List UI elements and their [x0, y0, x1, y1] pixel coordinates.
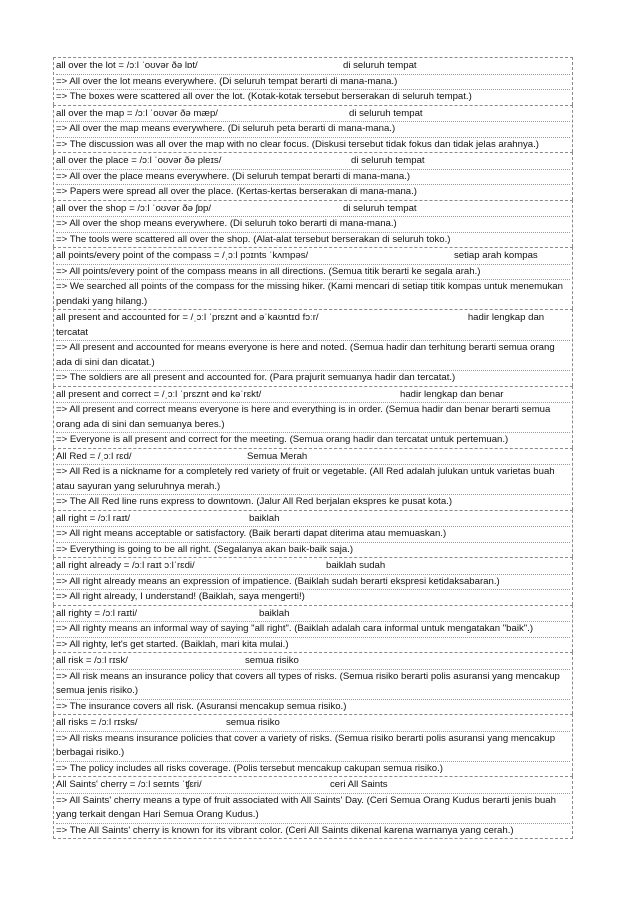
meaning-line: => All over the lot means everywhere. (Di seluruh tempat berarti di mana-mana.): [56, 75, 570, 91]
term: All Saints' cherry = /ɔːl seɪnts ˈʧɛri/: [56, 779, 202, 790]
entry: [53, 557, 573, 605]
example-line: => The boxes were scattered all over the lot. (Kotak-kotak tersebut berserakan di seluruh tempat.): [56, 91, 472, 102]
translation: di seluruh tempat: [343, 202, 417, 214]
example-line: => The soldiers are all present and accounted for. (Para prajurit semuanya hadir dan tercatat.): [56, 372, 456, 383]
entry-header: [56, 59, 570, 75]
translation: hadir lengkap dan benar: [400, 388, 504, 400]
entry: [53, 510, 573, 558]
term: all risks = /ɔːl rɪsks/: [56, 717, 138, 728]
entry-header: [56, 202, 570, 218]
meaning-line: => All risk means an insurance policy that covers all types of risks. (Semua risiko berarti polis asuransi yang mencakup semua jenis risiko.): [56, 670, 570, 700]
example-line: => The tools were scattered all over the shop. (Alat-alat tersebut berserakan di seluruh toko.): [56, 233, 451, 245]
meaning-line: => All right means acceptable or satisfactory. (Baik berarti dapat diterima atau memuaskan.): [56, 527, 570, 543]
example-line: => The All Saints' cherry is known for its vibrant color. (Ceri All Saints dikenal karena warnanya yang cerah.): [56, 824, 514, 836]
entry-header: [56, 154, 570, 170]
meaning-line: => All over the map means everywhere. (Di seluruh peta berarti di mana-mana.): [56, 122, 570, 138]
entry: [53, 448, 573, 510]
translation: setiap arah kompas: [454, 250, 538, 261]
entry: [53, 386, 573, 448]
term: all right already = /ɔːl raɪt ɔːlˈrɛdi/: [56, 560, 195, 571]
entry: [53, 247, 573, 309]
example-line: => Everyone is all present and correct for the meeting. (Semua orang hadir dan tercatat untuk pertemuan.): [56, 434, 509, 445]
term: all over the lot = /ɔːl ˈoʊvər ðə lɒt/: [56, 60, 198, 71]
entry: [53, 776, 573, 839]
entry-header: [56, 388, 570, 404]
example-line: => We searched all points of the compass for the missing hiker. (Kami mencari di setiap titik kompas untuk menemukan pendaki yang hilang.): [56, 281, 563, 307]
translation: di seluruh tempat: [349, 107, 423, 119]
entry: [53, 714, 573, 776]
entry: [53, 105, 573, 153]
entry: [53, 57, 573, 105]
entry: [53, 200, 573, 248]
entry: [53, 652, 573, 714]
term: all points/every point of the compass = /ˌɔːl pɔɪnts ˈkʌmpəs/: [56, 250, 309, 261]
entry-header: [56, 654, 570, 670]
translation: di seluruh tempat: [351, 155, 425, 166]
term: all over the place = /ɔːl ˈoʊvər ðə pleɪs/: [56, 155, 222, 166]
example-line: => All right already, I understand! (Baiklah, saya mengerti!): [56, 591, 305, 602]
example-line: => The policy includes all risks coverage. (Polis tersebut mencakup cakupan semua risiko.): [56, 762, 443, 774]
entry-header: [56, 311, 570, 341]
term: all over the map = /ɔːl ˈoʊvər ðə mæp/: [56, 107, 218, 119]
translation: semua risiko: [245, 655, 299, 666]
entry-header: [56, 607, 570, 623]
term: all righty = /ɔːl raɪti/: [56, 607, 137, 619]
entry-header: [56, 559, 570, 575]
example-line: => Everything is going to be all right. (Segalanya akan baik-baik saja.): [56, 543, 354, 555]
meaning-line: => All right already means an expression of impatience. (Baiklah sudah berarti ekspresi ketidaksabaran.): [56, 575, 570, 591]
term: all present and correct = /ˌɔːl ˈprɛznt ənd kəˈrɛkt/: [56, 388, 262, 400]
entry: [53, 152, 573, 200]
meaning-line: => All Saints' cherry means a type of fruit associated with All Saints' Day. (Ceri Semua Orang Kudus berarti jenis buah yang terkait dengan Hari Semua Orang Kudus.): [56, 794, 570, 824]
translation: ceri All Saints: [330, 779, 388, 790]
entry-header: [56, 512, 570, 528]
meaning-line: => All over the place means everywhere. (Di seluruh tempat berarti di mana-mana.): [56, 170, 570, 186]
meaning-line: => All over the shop means everywhere. (Di seluruh toko berarti di mana-mana.): [56, 217, 570, 233]
meaning-line: => All Red is a nickname for a completely red variety of fruit or vegetable. (All Red adalah julukan untuk varietas buah atau sayuran yang seluruhnya merah.): [56, 465, 570, 495]
example-line: => The discussion was all over the map with no clear focus. (Diskusi tersebut tidak fokus dan tidak jelas arahnya.): [56, 138, 539, 150]
glossary-document: [53, 57, 573, 839]
meaning-line: => All present and accounted for means everyone is here and noted. (Semua hadir dan terhitung berarti semua orang ada di sini dan dicatat.): [56, 341, 570, 371]
term: all right = /ɔːl raɪt/: [56, 512, 131, 524]
example-line: => The All Red line runs express to downtown. (Jalur All Red berjalan ekspres ke pusat kota.): [56, 496, 453, 507]
example-line: => The insurance covers all risk. (Asuransi mencakup semua risiko.): [56, 700, 347, 712]
meaning-line: => All risks means insurance policies that cover a variety of risks. (Semua risiko berarti polis asuransi yang mencakup berbagai risiko.): [56, 732, 570, 762]
entry: [53, 309, 573, 386]
meaning-line: => All present and correct means everyone is here and everything is in order. (Semua hadir dan benar berarti semua orang ada di sini dan semuanya beres.): [56, 403, 570, 433]
meaning-line: => All righty means an informal way of saying "all right". (Baiklah adalah cara informal untuk mengatakan "baik".): [56, 622, 570, 638]
term: all present and accounted for = /ˌɔːl ˈprɛznt ənd əˈkaʊntɪd fɔːr/: [56, 312, 319, 323]
example-line: => All righty, let's get started. (Baiklah, mari kita mulai.): [56, 638, 289, 650]
term: all over the shop = /ɔːl ˈoʊvər ðə ʃɒp/: [56, 202, 212, 214]
term: All Red = /ˌɔːl rɛd/: [56, 450, 132, 462]
translation: hadir lengkap dan tercatat: [56, 312, 545, 338]
translation: di seluruh tempat: [343, 60, 417, 71]
example-line: => Papers were spread all over the place. (Kertas-kertas berserakan di mana-mana.): [56, 186, 418, 197]
entry-header: [56, 778, 570, 794]
entry: [53, 605, 573, 653]
translation: semua risiko: [226, 717, 280, 728]
meaning-line: => All points/every point of the compass means in all directions. (Semua titik berarti ke segala arah.): [56, 265, 570, 281]
entry-header: [56, 249, 570, 265]
term: all risk = /ɔːl rɪsk/: [56, 655, 128, 666]
entry-header: [56, 107, 570, 123]
entry-header: [56, 716, 570, 732]
translation: baiklah sudah: [326, 560, 386, 571]
entry-header: [56, 450, 570, 466]
translation: baiklah: [259, 607, 290, 619]
translation: Semua Merah: [247, 450, 308, 462]
translation: baiklah: [249, 512, 280, 524]
